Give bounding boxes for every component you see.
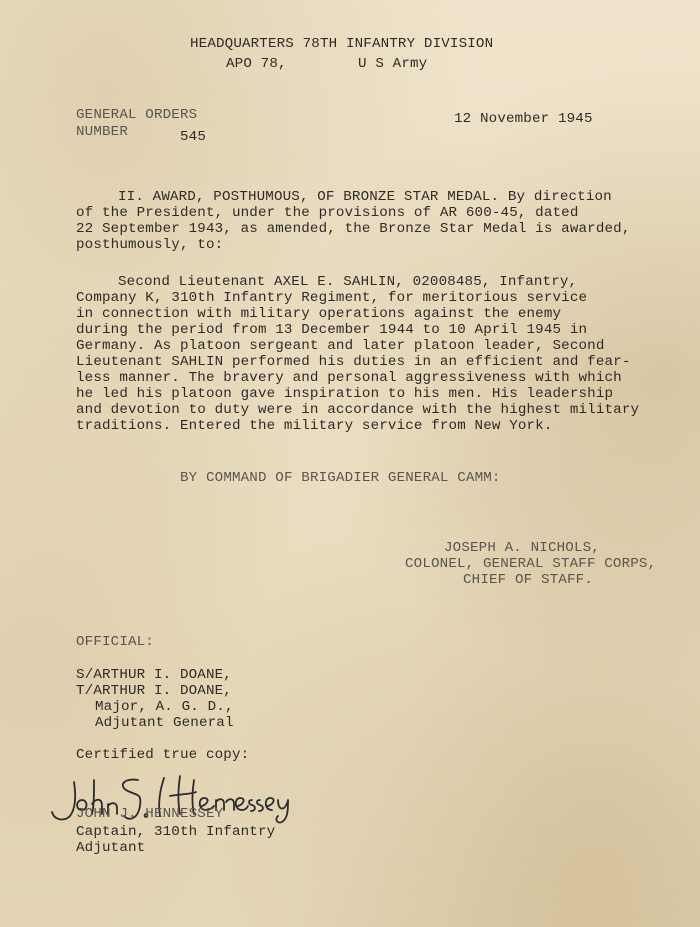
header-title: HEADQUARTERS 78TH INFANTRY DIVISION [190, 36, 494, 52]
certifier-rank: Captain, 310th Infantry [76, 824, 276, 840]
paragraph2-line: and devotion to duty were in accordance with the highest military [76, 402, 640, 418]
certifier-title: Adjutant [76, 840, 146, 856]
paragraph2-line: during the period from 13 December 1944 to 10 April 1945 in [76, 322, 588, 338]
certifier-name: JOHN J. HENNESSEY [76, 806, 224, 822]
paragraph2-line: Lieutenant SAHLIN performed his duties in an efficient and fear- [76, 354, 631, 370]
paragraph2-line: Second Lieutenant AXEL E. SAHLIN, 02008485, Infantry, [118, 274, 578, 290]
chief-name: JOSEPH A. NICHOLS, [444, 540, 600, 556]
number-label: NUMBER [76, 124, 128, 140]
official-label: OFFICIAL: [76, 634, 154, 650]
official-title: Adjutant General [95, 715, 234, 731]
official-signed: S/ARTHUR I. DOANE, [76, 667, 232, 683]
paragraph1-line: posthumously, to: [76, 237, 224, 253]
paragraph1-line: 22 September 1943, as amended, the Bronze Star Medal is awarded, [76, 221, 631, 237]
official-typed: T/ARTHUR I. DOANE, [76, 683, 232, 699]
paragraph2-line: he led his platoon gave inspiration to his men. His leadership [76, 386, 614, 402]
paragraph1-line: II. AWARD, POSTHUMOUS, OF BRONZE STAR MEDAL. By direction [118, 189, 612, 205]
paragraph1-line: of the President, under the provisions of AR 600-45, dated [76, 205, 579, 221]
header-apo: APO 78, [226, 56, 287, 72]
chief-rank: COLONEL, GENERAL STAFF CORPS, [405, 556, 657, 572]
paragraph2-line: Germany. As platoon sergeant and later platoon leader, Second [76, 338, 605, 354]
order-number: 545 [180, 129, 206, 145]
command-line: BY COMMAND OF BRIGADIER GENERAL CAMM: [180, 470, 501, 486]
order-date: 12 November 1945 [454, 111, 593, 127]
paragraph2-line: Company K, 310th Infantry Regiment, for meritorious service [76, 290, 588, 306]
official-rank: Major, A. G. D., [95, 699, 234, 715]
certified-label: Certified true copy: [76, 747, 250, 763]
paragraph2-line: less manner. The bravery and personal aggressiveness with which [76, 370, 622, 386]
header-army: U S Army [358, 56, 428, 72]
general-orders-label: GENERAL ORDERS [76, 107, 198, 123]
paragraph2-line: traditions. Entered the military service from New York. [76, 418, 553, 434]
paragraph2-line: in connection with military operations against the enemy [76, 306, 562, 322]
chief-title: CHIEF OF STAFF. [463, 572, 593, 588]
